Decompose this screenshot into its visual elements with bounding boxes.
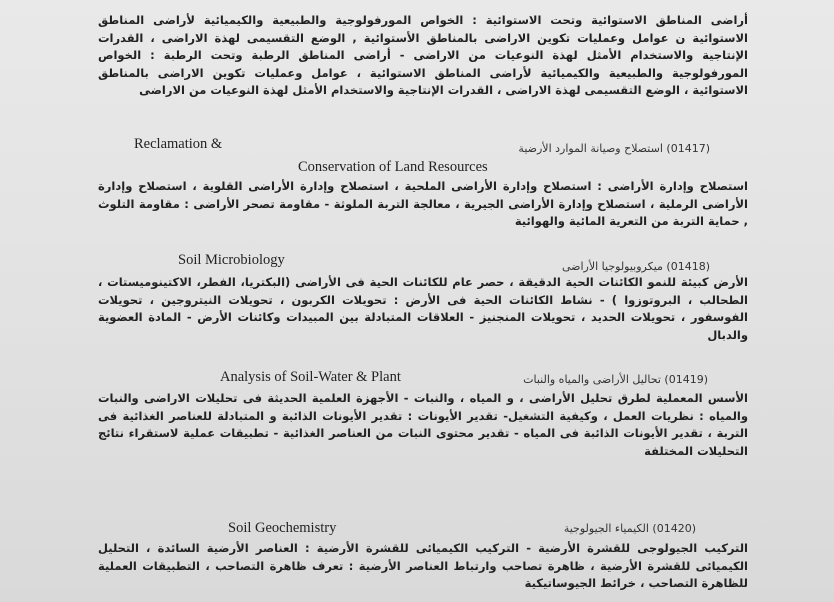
course-title-en: Reclamation &	[134, 136, 223, 152]
course-code: (01417) استصلاح وصيانة الموارد الأرضية	[518, 142, 710, 155]
course-title-en: Soil Geochemistry	[228, 520, 337, 536]
course-code: (01420) الكيمياء الجيولوجية	[563, 522, 696, 535]
course-title-en-continued: Conservation of Land Resources	[298, 159, 488, 175]
course-title-en: Analysis of Soil-Water & Plant	[220, 369, 401, 385]
course-title-en: Soil Microbiology	[178, 252, 285, 268]
course-description: الأرض كبيئة للنمو الكائنات الحية الدقيقة ، حصر عام للكائنات الحية فى الأراضى (البكتريا، الفطر، الاكتينوميستات ، الطحالب ، البروتوزوا ) - نشاط الكائنات الحية فى الأرض : تحويلات الكربون ، تحويلات النيتروجين ، تحويلات الفوسفور ، تحويلات الحديد ، تحويلات المنجنيز - العلاقات المتبادلة بين المبيدات وكائنات الأرض - المادة العضوية والدبال	[98, 275, 748, 342]
course-code: (01419) تحاليل الأراضى والمياه والنبات	[523, 373, 708, 386]
course-code: (01418) ميكروبيولوجيا الأراضى	[561, 260, 710, 273]
course-description: التركيب الجيولوجى للقشرة الأرضية - التركيب الكيميائى للقشرة الأرضية : العناصر الأرضية السائدة ، التحليل الكيميائى للقشرة الأرضية ، ظاهرة تصاحب وارتباط العناصر الأرضية : تعرف ظاهرة التصاحب ، التطبيقات العملية للظاهرة التصاحب ، خرائط الجيوساتيكية	[98, 541, 748, 590]
course-description: استصلاح وإدارة الأراضى : استصلاح وإدارة الأراضى الملحية ، استصلاح وإدارة الأراضى القلوية ، استصلاح وإدارة الأراضى الرملية ، استصلاح وإدارة الأراضى الجيرية ، معالجة التربة الملوثة - مقاومة تصحر الأراضى : مقاومة التلوث , حماية التربة من التعرية المائية والهوائية	[98, 179, 748, 228]
intro-paragraph: أراضى المناطق الاستوائية وتحت الاستوائية : الخواص المورفولوجية والطبيعية والكيميائية لأراضى المناطق الاستوائية ن عوامل وعمليات تكوين الاراضى بالمناطق الأستوائية , الوضع التقسيمى لهذة الاراضى ، القدرات الإنتاجية والاستخدام الأمثل لهذة النوعيات من الاراضى - أراضى المناطق الرطبة وتحت الرطبة : الخواص المورفولوجية والطبيعية والكيميائية لأراضى المناطق الاستوائية ، عوامل وعمليات تكوين الاراضى بالمناطق الاستوائية ، الوضع التقسيمى لهذة الاراضى ، القدرات الإنتاجية والاستخدام الأمثل لهذة النوعيات من الاراضى	[98, 13, 748, 97]
course-description: الأسس المعملية لطرق تحليل الأراضى ، و المياه ، والنبات - الأجهزة العلمية الحديثة فى تحليلات الاراضى والنبات والمياه : نظريات العمل ، وكيفية التشغيل- تقدير الأيونات : تقدير الأيونات الذائبة و المتبادلة للعناصر الغذائية فى التربة ، تقدير الأيونات الذائبة فى المياه - تقدير محتوى النبات من العناصر الغذائية - تطبيقات عملية لاستقراء نتائج التحليلات المختلفة	[98, 391, 748, 458]
